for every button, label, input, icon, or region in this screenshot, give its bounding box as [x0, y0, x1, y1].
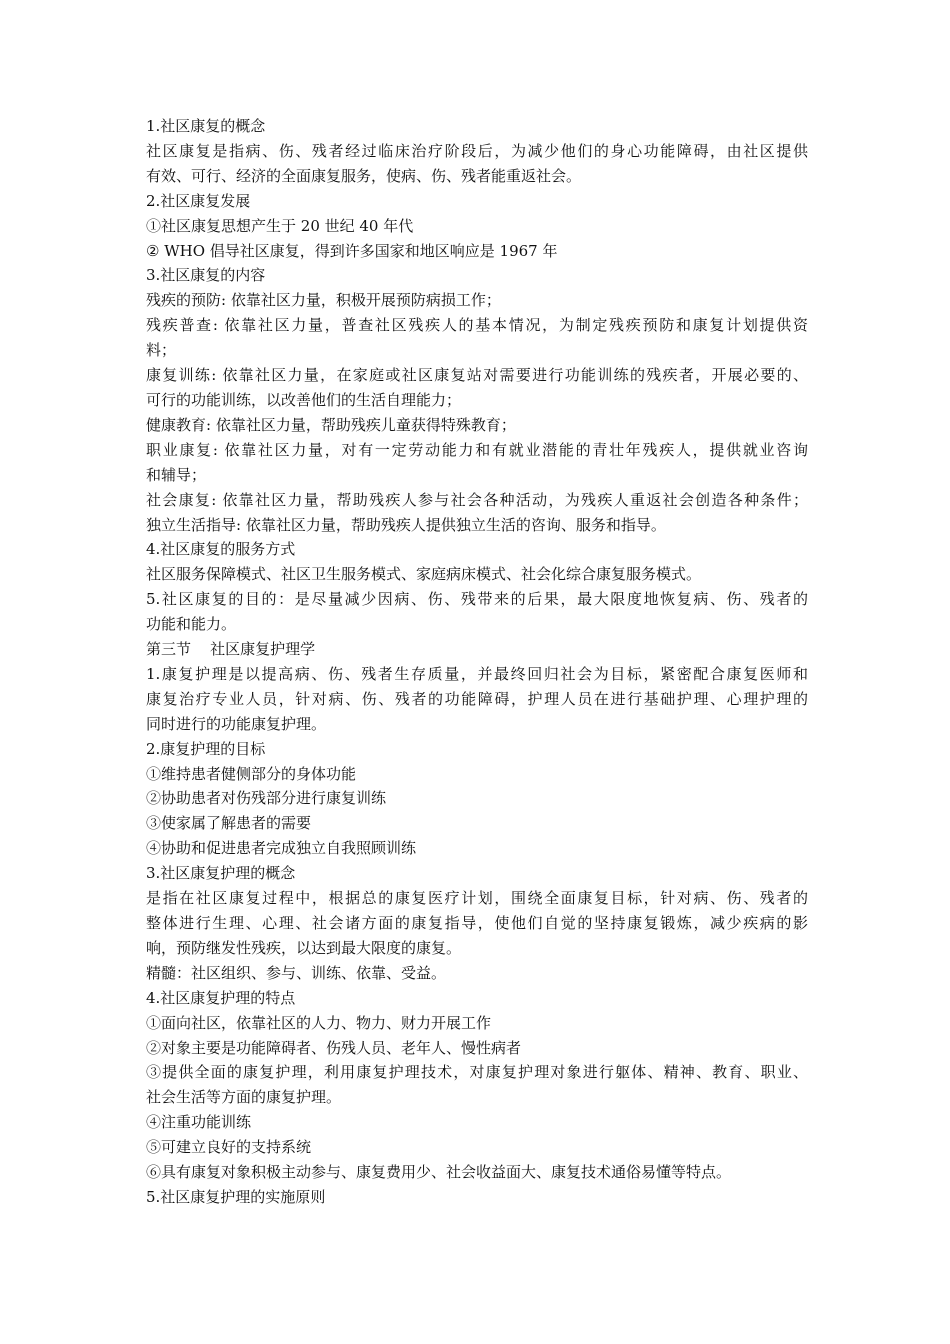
paragraph-line: 健康教育: 依靠社区力量，帮助残疾儿童获得特殊教育； — [146, 415, 516, 434]
paragraph-line: 康复训练: 依靠社区力量，在家庭或社区康复站对需要进行功能训练的残疾者，开展必要的、 — [146, 366, 808, 385]
paragraph-line: 同时进行的功能康复护理。 — [146, 714, 327, 733]
list-item: ④注重功能训练 — [146, 1113, 252, 1132]
paragraph-line: 社会康复: 依靠社区力量，帮助残疾人参与社会各种活动，为残疾人重返社会创造各种条件； — [146, 490, 808, 509]
list-item: ⑥具有康复对象积极主动参与、康复费用少、社会收益面大、康复技术通俗易懂等特点。 — [146, 1163, 732, 1182]
paragraph-line: 残疾普查: 依靠社区力量，普查社区残疾人的基本情况，为制定残疾预防和康复计划提供资 — [146, 316, 808, 335]
paragraph-line: 和辅导； — [146, 465, 207, 484]
list-item: 社会生活等方面的康复护理。 — [146, 1088, 342, 1107]
list-item: ④协助和促进患者完成独立自我照顾训练 — [146, 839, 417, 858]
paragraph-line: 整体进行生理、心理、社会诸方面的康复指导，使他们自觉的坚持康复锻炼，减少疾病的影 — [146, 914, 808, 932]
paragraph-line: 社区康复是指病、伤、残者经过临床治疗阶段后，为减少他们的身心功能障碍，由社区提供 — [146, 141, 808, 160]
list-item: ①面向社区，依靠社区的人力、物力、财力开展工作 — [146, 1013, 492, 1032]
paragraph-line: 5.社区康复的目的：是尽量减少因病、伤、残带来的后果，最大限度地恢复病、伤、残者的 — [146, 590, 808, 609]
paragraph-line: 有效、可行、经济的全面康复服务，使病、伤、残者能重返社会。 — [146, 166, 582, 185]
paragraph-line: 1.康复护理是以提高病、伤、残者生存质量，并最终回归社会为目标，紧密配合康复医师和 — [146, 664, 808, 683]
list-item: ③使家属了解患者的需要 — [146, 814, 312, 833]
heading-community-rehab-nursing-features: 4.社区康复护理的特点 — [146, 988, 296, 1007]
paragraph-line: 料； — [146, 341, 177, 360]
paragraph-line: 残疾的预防: 依靠社区力量，积极开展预防病损工作； — [146, 291, 501, 310]
list-item: ②协助患者对伤残部分进行康复训练 — [146, 789, 387, 808]
paragraph-line: 可行的功能训练，以改善他们的生活自理能力； — [146, 390, 462, 409]
heading-rehab-nursing-goals: 2.康复护理的目标 — [146, 739, 266, 758]
paragraph-line: 社区服务保障模式、社区卫生服务模式、家庭病床模式、社会化综合康复服务模式。 — [146, 565, 702, 584]
paragraph-line: 功能和能力。 — [146, 615, 237, 634]
section-title: 第三节 社区康复护理学 — [146, 640, 316, 659]
list-item: ③提供全面的康复护理，利用康复护理技术，对康复护理对象进行躯体、精神、教育、职业、 — [146, 1063, 808, 1082]
heading-community-rehab-content: 3.社区康复的内容 — [146, 266, 266, 285]
list-item: ⑤可建立良好的支持系统 — [146, 1138, 312, 1157]
heading-service-modes: 4.社区康复的服务方式 — [146, 540, 296, 559]
list-item: ①社区康复思想产生于 20 世纪 40 年代 — [146, 216, 414, 235]
paragraph-line: 职业康复: 依靠社区力量，对有一定劳动能力和有就业潜能的青壮年残疾人，提供就业咨询 — [146, 440, 808, 459]
heading-community-rehab-nursing-concept: 3.社区康复护理的概念 — [146, 864, 296, 883]
paragraph-line: 是指在社区康复过程中，根据总的康复医疗计划，围绕全面康复目标，针对病、伤、残者的 — [146, 889, 808, 908]
heading-implementation-principles: 5.社区康复护理的实施原则 — [146, 1187, 326, 1206]
heading-community-rehab-concept: 1.社区康复的概念 — [146, 117, 266, 135]
list-item: ② WHO 倡导社区康复，得到许多国家和地区响应是 1967 年 — [146, 241, 558, 260]
list-item: ①维持患者健侧部分的身体功能 — [146, 764, 357, 783]
paragraph-line: 精髓：社区组织、参与、训练、依靠、受益。 — [146, 963, 447, 982]
heading-community-rehab-development: 2.社区康复发展 — [146, 191, 251, 210]
document-body — [146, 114, 808, 1210]
paragraph-line: 响，预防继发性残疾，以达到最大限度的康复。 — [146, 938, 462, 957]
paragraph-line: 康复治疗专业人员，针对病、伤、残者的功能障碍，护理人员在进行基础护理、心理护理的 — [146, 689, 808, 708]
paragraph-line: 独立生活指导: 依靠社区力量，帮助残疾人提供独立生活的咨询、服务和指导。 — [146, 515, 666, 534]
list-item: ②对象主要是功能障碍者、伤残人员、老年人、慢性病者 — [146, 1038, 522, 1057]
